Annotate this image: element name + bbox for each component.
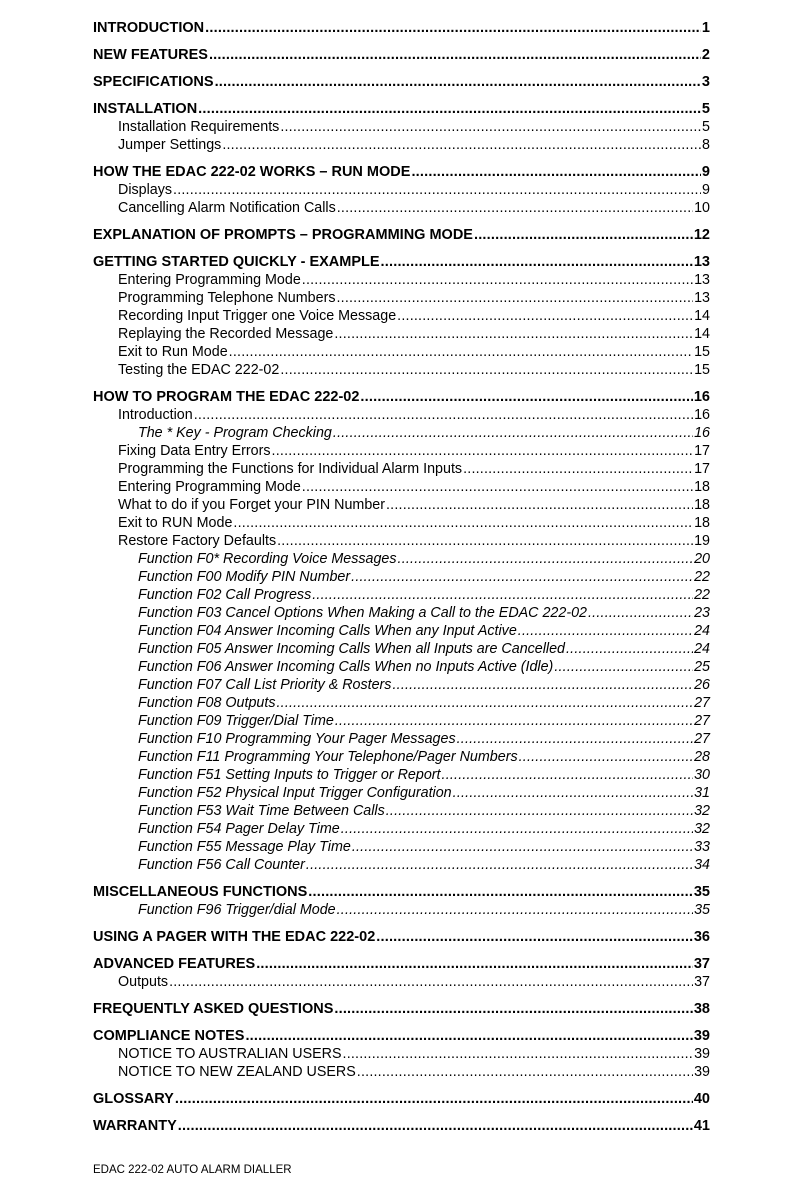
toc-entry-page: 36 (693, 929, 710, 945)
toc-entry[interactable] (93, 640, 710, 658)
toc-entry-page: 28 (694, 749, 710, 765)
toc-entry-title: Function F07 Call List Priority & Rosters (138, 677, 392, 693)
leader-dots (194, 406, 693, 424)
toc-entry[interactable] (93, 901, 710, 919)
toc-entry[interactable] (93, 622, 710, 640)
toc-entry[interactable] (93, 1000, 710, 1018)
toc-entry-page: 33 (694, 839, 710, 855)
toc-entry-title: NEW FEATURES (93, 47, 208, 63)
table-of-contents (93, 19, 710, 1135)
toc-entry-title: NOTICE TO NEW ZEALAND USERS (118, 1064, 356, 1080)
toc-entry-title: USING A PAGER WITH THE EDAC 222-02 (93, 929, 376, 945)
toc-entry-title: Recording Input Trigger one Voice Message (118, 308, 397, 324)
leader-dots (376, 928, 693, 946)
toc-entry[interactable] (93, 442, 710, 460)
toc-entry-page: 9 (701, 164, 710, 180)
toc-entry[interactable] (93, 199, 710, 217)
toc-entry[interactable] (93, 406, 710, 424)
toc-entry-title: FREQUENTLY ASKED QUESTIONS (93, 1001, 334, 1017)
leader-dots (392, 676, 693, 694)
toc-entry-page: 37 (693, 956, 710, 972)
toc-entry-title: Installation Requirements (118, 119, 280, 135)
toc-entry-title: Function F11 Programming Your Telephone/Pager Numbers (138, 749, 518, 765)
toc-entry-page: 8 (702, 137, 710, 153)
leader-dots (175, 1090, 693, 1108)
toc-entry[interactable] (93, 730, 710, 748)
leader-dots (341, 820, 693, 838)
toc-entry-title: Function F02 Call Progress (138, 587, 312, 603)
leader-dots (276, 694, 693, 712)
toc-entry-title: GETTING STARTED QUICKLY - EXAMPLE (93, 254, 380, 270)
toc-entry-page: 20 (694, 551, 710, 567)
toc-entry-title: Exit to RUN Mode (118, 515, 233, 531)
toc-entry-title: GLOSSARY (93, 1091, 174, 1107)
toc-entry-title: Function F56 Call Counter (138, 857, 305, 873)
leader-dots (457, 730, 693, 748)
toc-entry-title: Function F05 Answer Incoming Calls When all Inputs are Cancelled (138, 641, 565, 657)
toc-entry-page: 15 (694, 362, 710, 378)
toc-entry[interactable] (93, 478, 710, 496)
leader-dots (386, 802, 693, 820)
leader-dots (169, 973, 693, 991)
leader-dots (245, 1027, 692, 1045)
toc-entry[interactable] (93, 973, 710, 991)
toc-entry-page: 17 (694, 461, 710, 477)
leader-dots (337, 199, 693, 217)
leader-dots (312, 586, 693, 604)
toc-entry-title: Jumper Settings (118, 137, 222, 153)
toc-entry-page: 12 (693, 227, 710, 243)
leader-dots (209, 46, 701, 64)
toc-entry[interactable] (93, 928, 710, 946)
leader-dots (215, 73, 701, 91)
leader-dots (554, 658, 693, 676)
toc-entry-title: Entering Programming Mode (118, 272, 301, 288)
toc-entry-page: 1 (701, 20, 710, 36)
leader-dots (398, 550, 694, 568)
leader-dots (335, 712, 693, 730)
toc-entry-page: 15 (694, 344, 710, 360)
leader-dots (229, 343, 693, 361)
leader-dots (381, 253, 693, 271)
toc-entry-page: 24 (694, 641, 710, 657)
toc-entry[interactable] (93, 883, 710, 901)
toc-entry-page: 16 (694, 425, 710, 441)
leader-dots (351, 568, 693, 586)
toc-entry[interactable] (93, 343, 710, 361)
toc-entry-title: WARRANTY (93, 1118, 177, 1134)
toc-entry-page: 13 (693, 254, 710, 270)
toc-entry-title: Exit to Run Mode (118, 344, 228, 360)
leader-dots (233, 514, 693, 532)
toc-entry[interactable] (93, 586, 710, 604)
toc-entry[interactable] (93, 388, 710, 406)
toc-entry-page: 2 (701, 47, 710, 63)
leader-dots (360, 388, 692, 406)
toc-entry-title: Function F53 Wait Time Between Calls (138, 803, 385, 819)
toc-entry-title: Function F96 Trigger/dial Mode (138, 902, 336, 918)
leader-dots (256, 955, 693, 973)
toc-entry-title: Replaying the Recorded Message (118, 326, 334, 342)
toc-entry[interactable] (93, 253, 710, 271)
toc-entry-title: Function F55 Message Play Time (138, 839, 351, 855)
toc-entry-page: 14 (694, 326, 710, 342)
leader-dots (442, 766, 694, 784)
toc-entry-page: 16 (694, 407, 710, 423)
toc-entry[interactable] (93, 1063, 710, 1081)
toc-entry-title: Introduction (118, 407, 193, 423)
toc-entry[interactable] (93, 226, 710, 244)
toc-entry-title: Function F0* Recording Voice Messages (138, 551, 397, 567)
toc-entry-page: 24 (694, 623, 710, 639)
leader-dots (334, 1000, 692, 1018)
toc-entry-page: 5 (701, 101, 710, 117)
toc-entry[interactable] (93, 1090, 710, 1108)
toc-entry[interactable] (93, 748, 710, 766)
toc-entry-page: 32 (694, 803, 710, 819)
leader-dots (222, 136, 701, 154)
toc-entry[interactable] (93, 838, 710, 856)
toc-entry-title: Function F08 Outputs (138, 695, 276, 711)
toc-entry-title: COMPLIANCE NOTES (93, 1028, 245, 1044)
toc-entry-title: INTRODUCTION (93, 20, 205, 36)
toc-entry-page: 40 (693, 1091, 710, 1107)
toc-entry-title: SPECIFICATIONS (93, 74, 214, 90)
toc-entry-page: 34 (694, 857, 710, 873)
toc-entry[interactable] (93, 604, 710, 622)
toc-entry-title: Restore Factory Defaults (118, 533, 277, 549)
toc-entry[interactable] (93, 271, 710, 289)
toc-entry-page: 23 (694, 605, 710, 621)
toc-entry[interactable] (93, 712, 710, 730)
toc-entry-page: 35 (694, 902, 710, 918)
leader-dots (280, 361, 693, 379)
toc-entry[interactable] (93, 676, 710, 694)
leader-dots (386, 496, 693, 514)
leader-dots (205, 19, 701, 37)
toc-entry[interactable] (93, 1045, 710, 1063)
leader-dots (463, 460, 693, 478)
leader-dots (453, 784, 693, 802)
leader-dots (306, 856, 693, 874)
toc-entry-title: Function F00 Modify PIN Number (138, 569, 351, 585)
toc-entry[interactable] (93, 496, 710, 514)
toc-entry-page: 25 (694, 659, 710, 675)
toc-entry[interactable] (93, 163, 710, 181)
toc-entry-page: 9 (702, 182, 710, 198)
toc-entry-page: 41 (693, 1118, 710, 1134)
toc-entry-page: 13 (694, 290, 710, 306)
leader-dots (352, 838, 693, 856)
leader-dots (519, 748, 693, 766)
toc-entry[interactable] (93, 532, 710, 550)
toc-entry[interactable] (93, 118, 710, 136)
toc-entry-title: Function F09 Trigger/Dial Time (138, 713, 334, 729)
toc-entry[interactable] (93, 658, 710, 676)
toc-entry-title: NOTICE TO AUSTRALIAN USERS (118, 1046, 342, 1062)
leader-dots (397, 307, 693, 325)
leader-dots (336, 289, 693, 307)
toc-entry[interactable] (93, 136, 710, 154)
toc-entry-title: Function F06 Answer Incoming Calls When no Inputs Active (Idle) (138, 659, 554, 675)
toc-entry-page: 16 (693, 389, 710, 405)
toc-entry[interactable] (93, 307, 710, 325)
toc-entry[interactable] (93, 766, 710, 784)
toc-entry-title: Programming the Functions for Individual Alarm Inputs (118, 461, 463, 477)
toc-entry-page: 22 (694, 569, 710, 585)
leader-dots (357, 1063, 693, 1081)
toc-entry-page: 39 (694, 1046, 710, 1062)
toc-entry-page: 17 (694, 443, 710, 459)
toc-entry-title: Outputs (118, 974, 169, 990)
toc-entry-page: 14 (694, 308, 710, 324)
toc-entry-title: Function F10 Programming Your Pager Messages (138, 731, 456, 747)
toc-entry-page: 39 (693, 1028, 710, 1044)
toc-entry-page: 18 (694, 479, 710, 495)
toc-entry-title: HOW TO PROGRAM THE EDAC 222-02 (93, 389, 360, 405)
leader-dots (173, 181, 701, 199)
toc-entry[interactable] (93, 784, 710, 802)
toc-entry[interactable] (93, 856, 710, 874)
leader-dots (277, 532, 693, 550)
toc-entry-title: Fixing Data Entry Errors (118, 443, 271, 459)
toc-entry-title: Function F51 Setting Inputs to Trigger or Report (138, 767, 441, 783)
toc-entry-page: 32 (694, 821, 710, 837)
toc-entry-page: 27 (694, 731, 710, 747)
toc-entry[interactable] (93, 514, 710, 532)
toc-entry-title: MISCELLANEOUS FUNCTIONS (93, 884, 308, 900)
leader-dots (411, 163, 700, 181)
toc-entry-title: INSTALLATION (93, 101, 198, 117)
toc-entry[interactable] (93, 1027, 710, 1045)
leader-dots (337, 901, 693, 919)
toc-entry-title: Testing the EDAC 222-02 (118, 362, 280, 378)
leader-dots (474, 226, 693, 244)
toc-entry-title: Function F52 Physical Input Trigger Configuration (138, 785, 452, 801)
toc-entry-page: 30 (694, 767, 710, 783)
toc-entry-page: 38 (693, 1001, 710, 1017)
toc-entry[interactable] (93, 100, 710, 118)
toc-entry-page: 5 (702, 119, 710, 135)
toc-entry-page: 22 (694, 587, 710, 603)
toc-entry[interactable] (93, 460, 710, 478)
leader-dots (302, 271, 693, 289)
leader-dots (308, 883, 693, 901)
toc-entry[interactable] (93, 820, 710, 838)
toc-entry-title: ADVANCED FEATURES (93, 956, 256, 972)
toc-entry-title: Function F04 Answer Incoming Calls When any Input Active (138, 623, 517, 639)
toc-entry[interactable] (93, 361, 710, 379)
leader-dots (198, 100, 701, 118)
leader-dots (588, 604, 693, 622)
toc-entry-page: 19 (694, 533, 710, 549)
toc-entry-title: The * Key - Program Checking (138, 425, 332, 441)
toc-entry[interactable] (93, 568, 710, 586)
toc-entry-title: Function F54 Pager Delay Time (138, 821, 340, 837)
toc-entry-title: Programming Telephone Numbers (118, 290, 336, 306)
toc-entry-title: Cancelling Alarm Notification Calls (118, 200, 336, 216)
toc-entry-page: 37 (694, 974, 710, 990)
toc-entry-title: Function F03 Cancel Options When Making a Call to the EDAC 222-02 (138, 605, 587, 621)
leader-dots (343, 1045, 694, 1063)
toc-entry[interactable] (93, 181, 710, 199)
toc-entry[interactable] (93, 19, 710, 37)
toc-entry-page: 31 (694, 785, 710, 801)
toc-entry[interactable] (93, 424, 710, 442)
toc-entry-page: 27 (694, 695, 710, 711)
leader-dots (566, 640, 693, 658)
leader-dots (518, 622, 693, 640)
leader-dots (302, 478, 693, 496)
toc-entry-page: 27 (694, 713, 710, 729)
leader-dots (280, 118, 701, 136)
toc-entry-title: EXPLANATION OF PROMPTS – PROGRAMMING MODE (93, 227, 473, 243)
toc-entry-page: 26 (694, 677, 710, 693)
toc-entry-page: 18 (694, 497, 710, 513)
toc-entry[interactable] (93, 1117, 710, 1135)
toc-entry-title: What to do if you Forget your PIN Number (118, 497, 385, 513)
toc-entry[interactable] (93, 73, 710, 91)
toc-entry[interactable] (93, 289, 710, 307)
toc-entry-page: 35 (693, 884, 710, 900)
leader-dots (334, 325, 693, 343)
toc-entry-title: HOW THE EDAC 222-02 WORKS – RUN MODE (93, 164, 411, 180)
toc-entry[interactable] (93, 694, 710, 712)
toc-entry-title: Entering Programming Mode (118, 479, 301, 495)
toc-entry-page: 3 (701, 74, 710, 90)
toc-entry-page: 18 (694, 515, 710, 531)
leader-dots (333, 424, 693, 442)
toc-entry[interactable] (93, 46, 710, 64)
toc-entry[interactable] (93, 325, 710, 343)
toc-entry-page: 10 (694, 200, 710, 216)
toc-entry-title: Displays (118, 182, 173, 198)
page-footer: EDAC 222-02 AUTO ALARM DIALLER (93, 1164, 292, 1176)
leader-dots (272, 442, 694, 460)
toc-entry[interactable] (93, 802, 710, 820)
toc-entry-page: 39 (694, 1064, 710, 1080)
toc-entry-page: 13 (694, 272, 710, 288)
toc-entry[interactable] (93, 955, 710, 973)
leader-dots (178, 1117, 693, 1135)
toc-entry[interactable] (93, 550, 710, 568)
